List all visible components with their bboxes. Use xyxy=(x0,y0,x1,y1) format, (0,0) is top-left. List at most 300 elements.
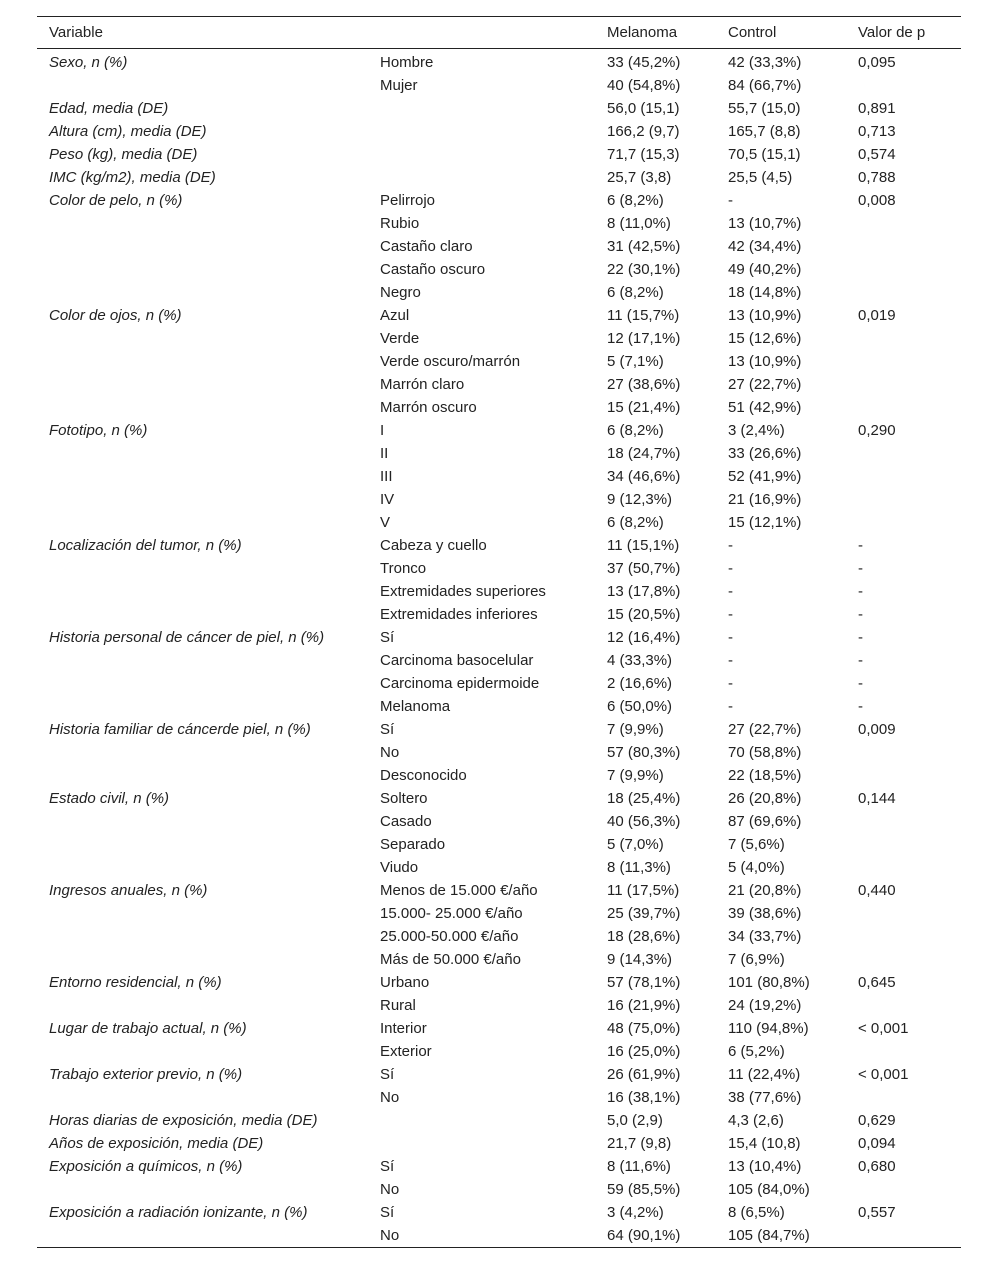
cell-p-value: - xyxy=(858,537,863,554)
cell-p-value: - xyxy=(858,652,863,669)
table-row xyxy=(37,1086,961,1109)
table-row xyxy=(37,1224,961,1248)
cell-p-value: 0,094 xyxy=(858,1135,896,1152)
cell-p-value xyxy=(846,764,961,787)
cell-category xyxy=(368,1109,595,1132)
cell-control: 7 (6,9%) xyxy=(728,951,785,968)
table-row xyxy=(37,580,961,603)
table-row xyxy=(37,948,961,971)
cell-p-value xyxy=(846,741,961,764)
cell-variable xyxy=(37,1040,368,1063)
cell-variable xyxy=(37,281,368,304)
cell-category: Azul xyxy=(380,307,410,324)
cell-melanoma: 11 (17,5%) xyxy=(607,882,680,899)
cell-variable xyxy=(37,396,368,419)
cell-variable xyxy=(37,557,368,580)
cell-variable xyxy=(37,649,368,672)
table-row xyxy=(37,442,961,465)
cell-category: Mujer xyxy=(380,77,418,94)
cell-p-value xyxy=(846,856,961,879)
cell-control: 11 (22,4%) xyxy=(728,1066,801,1083)
cell-p-value xyxy=(846,511,961,534)
cell-category: Casado xyxy=(380,813,432,830)
cell-control: 27 (22,7%) xyxy=(728,376,802,393)
cell-melanoma: 166,2 (9,7) xyxy=(607,123,680,140)
cell-p-value xyxy=(846,258,961,281)
cell-variable: Edad, media (DE) xyxy=(49,100,169,117)
cell-variable xyxy=(37,442,368,465)
table-row xyxy=(37,419,961,442)
cell-melanoma: 27 (38,6%) xyxy=(607,376,681,393)
cell-control: 7 (5,6%) xyxy=(728,836,785,853)
cell-melanoma: 18 (28,6%) xyxy=(607,928,681,945)
cell-p-value: 0,629 xyxy=(858,1112,896,1129)
cell-melanoma: 33 (45,2%) xyxy=(607,54,681,71)
cell-variable: Fototipo, n (%) xyxy=(49,422,148,439)
cell-p-value xyxy=(846,1178,961,1201)
cell-variable xyxy=(37,1086,368,1109)
header-category xyxy=(368,17,595,49)
table-row xyxy=(37,1017,961,1040)
table-container xyxy=(37,16,961,1248)
table-row xyxy=(37,1040,961,1063)
cell-variable xyxy=(37,1178,368,1201)
table-row xyxy=(37,1109,961,1132)
cell-melanoma: 6 (8,2%) xyxy=(607,192,664,209)
cell-melanoma: 71,7 (15,3) xyxy=(607,146,680,163)
table-row xyxy=(37,902,961,925)
cell-variable xyxy=(37,833,368,856)
table-row xyxy=(37,649,961,672)
cell-category: Marrón claro xyxy=(380,376,465,393)
cell-variable xyxy=(37,235,368,258)
cell-melanoma: 18 (24,7%) xyxy=(607,445,681,462)
cell-variable: Historia familiar de cáncerde piel, n (%) xyxy=(49,721,311,738)
cell-variable: Localización del tumor, n (%) xyxy=(49,537,242,554)
cell-control: 18 (14,8%) xyxy=(728,284,802,301)
cell-category: III xyxy=(380,468,393,485)
table-row xyxy=(37,488,961,511)
cell-melanoma: 25,7 (3,8) xyxy=(607,169,672,186)
cell-melanoma: 56,0 (15,1) xyxy=(607,100,680,117)
cell-variable xyxy=(37,948,368,971)
cell-p-value: - xyxy=(858,629,863,646)
table-row xyxy=(37,718,961,741)
cell-category: Viudo xyxy=(380,859,419,876)
cell-control: 105 (84,7%) xyxy=(728,1227,810,1244)
cell-category: Tronco xyxy=(380,560,427,577)
cell-category: Castaño oscuro xyxy=(380,261,486,278)
cell-p-value: 0,440 xyxy=(858,882,896,899)
cell-control: 165,7 (8,8) xyxy=(728,123,801,140)
cell-category xyxy=(368,1132,595,1155)
cell-category: Sí xyxy=(380,1158,395,1175)
cell-p-value xyxy=(846,212,961,235)
table-row xyxy=(37,1201,961,1224)
cell-melanoma: 15 (21,4%) xyxy=(607,399,681,416)
cell-variable: Exposición a radiación ionizante, n (%) xyxy=(49,1204,308,1221)
cell-p-value: 0,557 xyxy=(858,1204,896,1221)
cell-p-value xyxy=(846,833,961,856)
header-melanoma: Melanoma xyxy=(607,24,678,41)
cell-control: 15 (12,6%) xyxy=(728,330,802,347)
cell-category: IV xyxy=(380,491,395,508)
cell-melanoma: 48 (75,0%) xyxy=(607,1020,681,1037)
cell-variable: Exposición a químicos, n (%) xyxy=(49,1158,243,1175)
cell-category: Menos de 15.000 €/año xyxy=(380,882,538,899)
cell-category xyxy=(368,97,595,120)
cell-p-value xyxy=(846,1040,961,1063)
cell-melanoma: 26 (61,9%) xyxy=(607,1066,681,1083)
table-row xyxy=(37,787,961,810)
cell-melanoma: 9 (14,3%) xyxy=(607,951,673,968)
table-row xyxy=(37,235,961,258)
cell-category: I xyxy=(380,422,385,439)
cell-p-value xyxy=(846,925,961,948)
cell-variable xyxy=(37,465,368,488)
table-row xyxy=(37,626,961,649)
data-table xyxy=(37,16,961,1248)
cell-category: No xyxy=(380,1181,400,1198)
cell-p-value xyxy=(846,327,961,350)
table-row xyxy=(37,971,961,994)
cell-control: 13 (10,7%) xyxy=(728,215,802,232)
cell-melanoma: 25 (39,7%) xyxy=(607,905,681,922)
cell-category: Rubio xyxy=(380,215,420,232)
cell-category: Pelirrojo xyxy=(380,192,436,209)
header-variable: Variable xyxy=(49,24,103,41)
cell-control: 101 (80,8%) xyxy=(728,974,810,991)
cell-p-value xyxy=(846,1224,961,1248)
cell-variable xyxy=(37,327,368,350)
cell-category: Carcinoma basocelular xyxy=(380,652,534,669)
cell-melanoma: 12 (17,1%) xyxy=(607,330,681,347)
cell-p-value xyxy=(846,350,961,373)
cell-melanoma: 64 (90,1%) xyxy=(607,1227,681,1244)
cell-p-value: 0,788 xyxy=(858,169,896,186)
table-row xyxy=(37,764,961,787)
cell-variable: Historia personal de cáncer de piel, n (%) xyxy=(49,629,325,646)
cell-melanoma: 2 (16,6%) xyxy=(607,675,673,692)
cell-variable xyxy=(37,580,368,603)
table-row xyxy=(37,350,961,373)
table-row xyxy=(37,511,961,534)
cell-p-value xyxy=(846,396,961,419)
table-row xyxy=(37,672,961,695)
cell-category: V xyxy=(380,514,391,531)
cell-variable: Sexo, n (%) xyxy=(49,54,128,71)
cell-melanoma: 5,0 (2,9) xyxy=(607,1112,663,1129)
cell-p-value xyxy=(846,373,961,396)
cell-variable xyxy=(37,741,368,764)
cell-p-value: - xyxy=(858,698,863,715)
cell-control: 110 (94,8%) xyxy=(728,1020,809,1037)
cell-p-value: 0,095 xyxy=(858,54,896,71)
cell-category: Cabeza y cuello xyxy=(380,537,487,554)
cell-melanoma: 7 (9,9%) xyxy=(607,721,664,738)
cell-melanoma: 18 (25,4%) xyxy=(607,790,681,807)
cell-p-value xyxy=(846,465,961,488)
cell-variable xyxy=(37,511,368,534)
table-row xyxy=(37,879,961,902)
cell-melanoma: 5 (7,0%) xyxy=(607,836,664,853)
cell-melanoma: 8 (11,3%) xyxy=(607,859,671,876)
cell-control: 13 (10,9%) xyxy=(728,353,802,370)
cell-category xyxy=(368,120,595,143)
cell-category: 15.000- 25.000 €/año xyxy=(380,905,523,922)
cell-control: 15 (12,1%) xyxy=(728,514,802,531)
table-body xyxy=(37,49,961,1248)
cell-melanoma: 16 (38,1%) xyxy=(607,1089,681,1106)
cell-p-value xyxy=(846,810,961,833)
cell-variable: Años de exposición, media (DE) xyxy=(49,1135,264,1152)
cell-control: 5 (4,0%) xyxy=(728,859,785,876)
cell-variable xyxy=(37,764,368,787)
table-row xyxy=(37,74,961,97)
cell-category: II xyxy=(380,445,389,462)
cell-control: 49 (40,2%) xyxy=(728,261,802,278)
table-row xyxy=(37,603,961,626)
table-row xyxy=(37,281,961,304)
table-row xyxy=(37,1155,961,1178)
table-row xyxy=(37,557,961,580)
cell-melanoma: 6 (8,2%) xyxy=(607,422,664,439)
cell-melanoma: 6 (50,0%) xyxy=(607,698,673,715)
cell-variable xyxy=(37,212,368,235)
cell-category: Rural xyxy=(380,997,416,1014)
cell-p-value xyxy=(846,948,961,971)
cell-control: 22 (18,5%) xyxy=(728,767,802,784)
table-row xyxy=(37,925,961,948)
cell-variable xyxy=(37,672,368,695)
table-row xyxy=(37,97,961,120)
cell-melanoma: 16 (25,0%) xyxy=(607,1043,681,1060)
cell-p-value: - xyxy=(858,583,863,600)
cell-melanoma: 11 (15,7%) xyxy=(607,307,680,324)
cell-control: 24 (19,2%) xyxy=(728,997,802,1014)
cell-melanoma: 21,7 (9,8) xyxy=(607,1135,672,1152)
cell-control: - xyxy=(728,652,733,669)
cell-melanoma: 57 (78,1%) xyxy=(607,974,681,991)
cell-variable: Color de pelo, n (%) xyxy=(49,192,183,209)
table-row xyxy=(37,120,961,143)
cell-melanoma: 34 (46,6%) xyxy=(607,468,681,485)
cell-control: 34 (33,7%) xyxy=(728,928,802,945)
cell-melanoma: 8 (11,0%) xyxy=(607,215,671,232)
cell-melanoma: 57 (80,3%) xyxy=(607,744,681,761)
cell-p-value xyxy=(846,1086,961,1109)
cell-p-value xyxy=(846,994,961,1017)
cell-control: 33 (26,6%) xyxy=(728,445,802,462)
table-row xyxy=(37,833,961,856)
cell-melanoma: 40 (54,8%) xyxy=(607,77,681,94)
cell-control: 51 (42,9%) xyxy=(728,399,802,416)
table-row xyxy=(37,1132,961,1155)
cell-control: 70,5 (15,1) xyxy=(728,146,801,163)
cell-variable xyxy=(37,603,368,626)
cell-category: No xyxy=(380,1089,400,1106)
table-row xyxy=(37,304,961,327)
cell-variable xyxy=(37,695,368,718)
header-row xyxy=(37,17,961,49)
cell-control: - xyxy=(728,560,733,577)
cell-category: Desconocido xyxy=(380,767,467,784)
cell-category: Sí xyxy=(380,1066,395,1083)
cell-melanoma: 13 (17,8%) xyxy=(607,583,681,600)
cell-category: Urbano xyxy=(380,974,430,991)
cell-control: 13 (10,9%) xyxy=(728,307,802,324)
cell-variable xyxy=(37,350,368,373)
cell-variable xyxy=(37,373,368,396)
cell-category xyxy=(368,143,595,166)
cell-control: 55,7 (15,0) xyxy=(728,100,801,117)
cell-control: 70 (58,8%) xyxy=(728,744,802,761)
cell-p-value: - xyxy=(858,560,863,577)
cell-melanoma: 40 (56,3%) xyxy=(607,813,681,830)
cell-variable xyxy=(37,810,368,833)
cell-category: Castaño claro xyxy=(380,238,473,255)
table-header xyxy=(37,17,961,49)
cell-category: Negro xyxy=(380,284,421,301)
cell-p-value: 0,680 xyxy=(858,1158,896,1175)
cell-p-value: 0,009 xyxy=(858,721,896,738)
header-control: Control xyxy=(728,24,777,41)
table-row xyxy=(37,856,961,879)
cell-melanoma: 31 (42,5%) xyxy=(607,238,681,255)
cell-p-value xyxy=(846,488,961,511)
cell-melanoma: 6 (8,2%) xyxy=(607,514,664,531)
cell-melanoma: 37 (50,7%) xyxy=(607,560,681,577)
cell-category: Interior xyxy=(380,1020,427,1037)
table-row xyxy=(37,212,961,235)
cell-p-value: - xyxy=(858,675,863,692)
cell-control: - xyxy=(728,537,733,554)
cell-p-value: 0,019 xyxy=(858,307,896,324)
cell-control: 42 (33,3%) xyxy=(728,54,802,71)
cell-melanoma: 11 (15,1%) xyxy=(607,537,680,554)
cell-p-value xyxy=(846,235,961,258)
cell-variable: Horas diarias de exposición, media (DE) xyxy=(49,1112,318,1129)
cell-control: 87 (69,6%) xyxy=(728,813,802,830)
cell-p-value xyxy=(846,74,961,97)
cell-category: 25.000-50.000 €/año xyxy=(380,928,519,945)
table-row xyxy=(37,49,961,75)
cell-control: 52 (41,9%) xyxy=(728,468,802,485)
cell-melanoma: 3 (4,2%) xyxy=(607,1204,664,1221)
cell-variable: Lugar de trabajo actual, n (%) xyxy=(49,1020,247,1037)
cell-variable xyxy=(37,902,368,925)
table-row xyxy=(37,1063,961,1086)
cell-p-value xyxy=(846,902,961,925)
cell-variable xyxy=(37,258,368,281)
cell-control: 39 (38,6%) xyxy=(728,905,802,922)
cell-control: 13 (10,4%) xyxy=(728,1158,802,1175)
cell-variable: Trabajo exterior previo, n (%) xyxy=(49,1066,243,1083)
cell-control: 4,3 (2,6) xyxy=(728,1112,784,1129)
cell-control: - xyxy=(728,606,733,623)
cell-control: 26 (20,8%) xyxy=(728,790,802,807)
cell-category: Separado xyxy=(380,836,446,853)
cell-control: 15,4 (10,8) xyxy=(728,1135,801,1152)
cell-category: Hombre xyxy=(380,54,434,71)
cell-control: 21 (16,9%) xyxy=(728,491,802,508)
cell-melanoma: 5 (7,1%) xyxy=(607,353,664,370)
table-row xyxy=(37,1178,961,1201)
cell-variable: IMC (kg/m2), media (DE) xyxy=(49,169,216,186)
header-p-value: Valor de p xyxy=(858,24,926,41)
cell-p-value: 0,290 xyxy=(858,422,896,439)
cell-p-value: 0,645 xyxy=(858,974,896,991)
cell-control: - xyxy=(728,629,733,646)
cell-variable: Estado civil, n (%) xyxy=(49,790,170,807)
cell-melanoma: 15 (20,5%) xyxy=(607,606,681,623)
table-row xyxy=(37,534,961,557)
cell-p-value xyxy=(846,442,961,465)
cell-control: - xyxy=(728,698,733,715)
cell-category: No xyxy=(380,1227,400,1244)
cell-melanoma: 9 (12,3%) xyxy=(607,491,673,508)
cell-melanoma: 59 (85,5%) xyxy=(607,1181,681,1198)
cell-variable xyxy=(37,1224,368,1248)
cell-category: Sí xyxy=(380,1204,395,1221)
cell-category: Más de 50.000 €/año xyxy=(380,951,521,968)
cell-category: No xyxy=(380,744,400,761)
cell-p-value: 0,574 xyxy=(858,146,896,163)
table-row xyxy=(37,258,961,281)
cell-control: 27 (22,7%) xyxy=(728,721,802,738)
table-row xyxy=(37,994,961,1017)
cell-control: 8 (6,5%) xyxy=(728,1204,785,1221)
cell-control: 38 (77,6%) xyxy=(728,1089,802,1106)
cell-variable: Altura (cm), media (DE) xyxy=(49,123,207,140)
cell-variable xyxy=(37,74,368,97)
cell-variable xyxy=(37,994,368,1017)
cell-category: Soltero xyxy=(380,790,428,807)
cell-variable: Ingresos anuales, n (%) xyxy=(49,882,208,899)
cell-p-value: < 0,001 xyxy=(858,1020,909,1037)
cell-control: 6 (5,2%) xyxy=(728,1043,785,1060)
cell-variable: Color de ojos, n (%) xyxy=(49,307,182,324)
cell-category: Verde xyxy=(380,330,420,347)
cell-p-value: 0,713 xyxy=(858,123,896,140)
table-row xyxy=(37,143,961,166)
cell-category: Extremidades superiores xyxy=(380,583,546,600)
table-row xyxy=(37,810,961,833)
cell-p-value: < 0,001 xyxy=(858,1066,909,1083)
cell-p-value: 0,144 xyxy=(858,790,896,807)
cell-p-value xyxy=(846,281,961,304)
cell-category xyxy=(368,166,595,189)
table-row xyxy=(37,327,961,350)
cell-category: Melanoma xyxy=(380,698,451,715)
cell-variable: Peso (kg), media (DE) xyxy=(49,146,198,163)
cell-variable: Entorno residencial, n (%) xyxy=(49,974,222,991)
cell-variable xyxy=(37,856,368,879)
cell-melanoma: 6 (8,2%) xyxy=(607,284,664,301)
cell-melanoma: 8 (11,6%) xyxy=(607,1158,671,1175)
cell-control: 42 (34,4%) xyxy=(728,238,802,255)
table-row xyxy=(37,465,961,488)
cell-category: Sí xyxy=(380,721,395,738)
table-row xyxy=(37,695,961,718)
cell-control: - xyxy=(728,583,733,600)
cell-variable xyxy=(37,925,368,948)
cell-control: 25,5 (4,5) xyxy=(728,169,793,186)
cell-melanoma: 16 (21,9%) xyxy=(607,997,681,1014)
table-row xyxy=(37,166,961,189)
cell-control: - xyxy=(728,192,733,209)
cell-p-value: - xyxy=(858,606,863,623)
